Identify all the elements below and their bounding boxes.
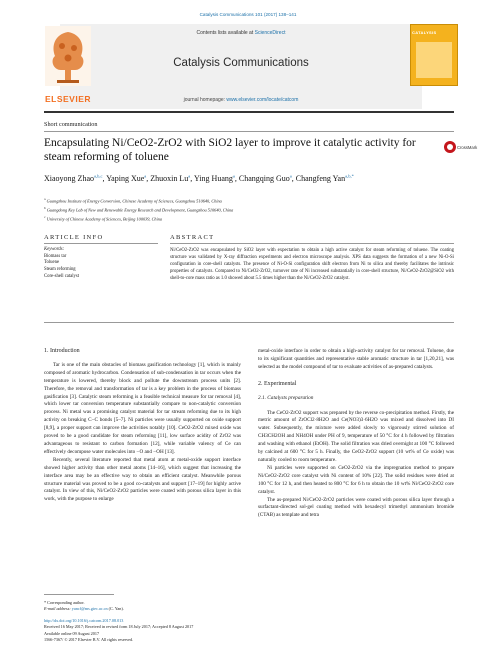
author-item[interactable]: [296, 174, 354, 183]
author-item[interactable]: Zhuoxin Lu$^a$,: [150, 173, 194, 183]
author-item[interactable]: Yaping Xue$^a$,: [106, 173, 151, 183]
publisher-label: ELSEVIER: [44, 94, 92, 104]
author-name: Yaping Xue: [106, 173, 145, 183]
affiliation-item: $^b$ Guangdong Key Lab of New and Renewable Energy Research and Development, Guangzhou 510640, China: [44, 206, 234, 213]
received-dates: Received 16 May 2017; Received in revised form 18 July 2017; Accepted 8 August 2017: [44, 624, 194, 630]
keyword: Core-shell catalyst: [44, 273, 80, 279]
body-paragraph: metal-oxide interface in order to obtain a high-activity catalyst for tar removal. Toluene, due to its significant quantities and representative stable aromatic structure in tar [1,20,21], was selected as the model compound of tar to evaluate activities of as-prepared catalysts.: [258, 348, 454, 370]
homepage-prefix: journal homepage:: [183, 97, 227, 103]
body-paragraph: The CeO2-ZrO2 support was prepared by the reverse co-precipitation method. Firstly, the metric amount of ZrOCl2·8H2O and Ce(NO3)3·6H2O was mixed and dissolved into DI water. Subsequently, the mixture were added slowly to vigorously stirred solution of CH3CH2OH and NH4OH under PH of 9, temperature of 50 °C for 4 h followed by filtration and washing with ethanol (EtOH). The solid filtration was dried overnight at 100 °C followed by calcined at 600 °C for 5 h. Finally, the CeO2-ZrO2 support (10 wt% of Ce oxide) was naturally cooled to room temperature.: [258, 409, 454, 463]
article-type-divider: [44, 131, 454, 132]
journal-reference[interactable]: Catalysis Communications 101 (2017) 138–141: [199, 12, 297, 17]
author-name: Zhuoxin Lu: [150, 173, 189, 183]
footnote-divider: [44, 594, 114, 595]
author-affiliation-marks: a,b,c: [94, 173, 103, 178]
abstract-bottom-divider: [44, 322, 454, 323]
author-item[interactable]: Xiaoyong Zhao$^{a,b,c}$,: [44, 173, 107, 183]
available-online: Available online 09 August 2017: [44, 630, 100, 636]
copyright: 1566-7367/ © 2017 Elsevier B.V. All rights reserved.: [44, 637, 134, 643]
keyword: Biomass tar: [44, 253, 67, 259]
contents-line: [60, 30, 422, 36]
article-info-divider: [44, 243, 158, 244]
doi-link[interactable]: http://dx.doi.org/10.1016/j.catcom.2017.08.013: [44, 618, 124, 623]
abstract-divider: [170, 243, 454, 244]
body-paragraph: The as-prepared Ni/CeO2-ZrO2 particles were coated with porous silica layer through a surfactant-directed sol-gel coating method with hexadecyl trimethyl ammonium bromide (CTAB) as template and tetra: [258, 496, 454, 519]
header-divider: [44, 111, 454, 113]
author-affiliation-marks: a: [232, 173, 235, 178]
journal-homepage: [60, 97, 422, 103]
subsection-heading: 2.1. Catalysts preparation: [258, 394, 314, 401]
author-item[interactable]: Changqing Guo$^a$,: [238, 173, 296, 183]
corresponding-label: * Corresponding author.: [44, 600, 85, 605]
author-name: Ying Huang: [193, 173, 233, 183]
abstract-heading: ABSTRACT: [170, 234, 215, 241]
author-list: [44, 170, 444, 184]
author-affiliation-marks: a: [188, 173, 191, 178]
corresponding-author-footnote: [44, 600, 244, 613]
body-right-column: [258, 348, 454, 520]
email-line: E-mail address: yancf@ms.giec.ac.cn (C. Yan).: [44, 606, 124, 612]
cover-title: CATALYSIS: [412, 30, 437, 35]
keywords-title: Keywords:: [44, 247, 65, 252]
body-paragraph: Tar is one of the main obstacles of biomass gasification technology [1], which is mainly composed of aromatic hydrocarbon. Condensation of sub-condensation in tar occurs when the temperature is lowered, thereby block and pollute the downstream process units [2]. Therefore, the removal and transformation of tar is a key problem in the process of biomass gasification [3]. Catalytic steam reforming is a feasible technical measure for tar removal [4], which lower tar conversion temperature substantially compare to non-catalytic conversion process. Ni metal was a promising catalyst material for tar stream reforming due to its high activity on breaking C−C bonds [5–7]. Ni particles were usually supported on oxide support [8,9], a proper support can improve the activities notably [10]. CeO2-ZrO2 mixed oxide was proved to be a good candidate for steam reforming [11], low surface acidity of ZrO2 was advantageous to resistant to carbon formation [12], while variable valency of Ce can effectively decompose water molecules into −O and −OH [13].: [44, 361, 241, 455]
article-title: Encapsulating Ni/CeO2-ZrO2 with SiO2 layer to improve it catalytic activity for steam reforming of toluene: [44, 137, 416, 163]
article-info-heading: ARTICLE INFO: [44, 234, 104, 241]
author-name: Xiaoyong Zhao: [44, 173, 94, 183]
crossmark-label[interactable]: CrossMark: [457, 145, 478, 150]
keyword: Steam reforming: [44, 267, 76, 273]
author-affiliation-marks: a: [144, 173, 147, 178]
author-name: Changqing Guo: [238, 173, 290, 183]
homepage-link[interactable]: www.elsevier.com/locate/catcom: [226, 97, 299, 103]
keywords-block: [44, 247, 144, 281]
article-metadata: [44, 618, 294, 644]
section-heading-experimental: 2. Experimental: [258, 380, 297, 387]
abstract-text: Ni/CeO2-ZrO2 was encapsulated by SiO2 layer with expectation to obtain a high active catalyst for steam reforming of toluene. The coating structure was validated by X-ray diffraction experiments and electron microscope analysis. XPS data suggests the formation of a new Ni-O-Si configuration in core-shell catalysts. The presence of Ni-O-Si configuration shift electron from Ni to silica and thereby facilitates the intrinsic properties of catalysts. Compared to Ni/CeO2-ZrO2, turnover rate of Ni increased substantially in core-shell structure, Ni/CeO2-ZrO2@SiO2 with shell-to-core mass ratio as 1.0 showed about 5.5 times higher than the Ni/CeO2-ZrO2 catalyst.: [170, 248, 454, 282]
body-paragraph: Recently, several literature reported that metal atom at metal-oxide support interface showed higher activity than other metal atoms [14–16], which suggest that increasing the interface area may be an effective way to obtain an efficient catalyst. Meanwhile porous structure material was proved to be a good co-catalysts and support [17–19] for highly active catalyst. In view of this, Ni/CeO2-ZrO2 particles were coated with porous silica layer in this work, with the purpose to enlarge: [44, 456, 241, 503]
body-paragraph: Ni particles were supported on CeO2-ZrO2 via the impregnation method to prepare Ni/CeO2-ZrO2 core catalyst with Ni content of 10% [22]. The solid residues were dried at 100 °C for 12 h, and then heated to 800 °C for 6 h to obtain the 10 wt% Ni/CeO2-ZrO2 core catalyst.: [258, 464, 454, 495]
keyword: Toluene: [44, 260, 60, 266]
author-item[interactable]: Ying Huang$^a$,: [193, 173, 239, 183]
email-link[interactable]: yancf@ms.giec.ac.cn: [71, 606, 108, 612]
cover-artwork: [416, 42, 452, 78]
affiliation-item: $^c$ University of Chinese Academy of Sciences, Beijing 100039, China: [44, 215, 163, 222]
crossmark-icon[interactable]: [444, 141, 456, 153]
article-type: Short communication: [44, 121, 98, 128]
affiliation-list: [44, 196, 454, 223]
section-heading-introduction: 1. Introduction: [44, 348, 80, 354]
author-affiliation-marks: a: [289, 173, 292, 178]
author-affiliation-marks: a,b,*: [345, 173, 354, 178]
journal-title: Catalysis Communications: [173, 57, 309, 69]
affiliation-item: $^a$ Guangzhou Institute of Energy Conversion, Chinese Academy of Sciences, Guangzhou 510640, China: [44, 197, 222, 204]
sciencedirect-link[interactable]: ScienceDirect: [254, 30, 286, 36]
contents-prefix: Contents lists available at: [196, 30, 255, 36]
author-name: Changfeng Yan: [295, 173, 346, 183]
body-left-column: [44, 348, 241, 504]
